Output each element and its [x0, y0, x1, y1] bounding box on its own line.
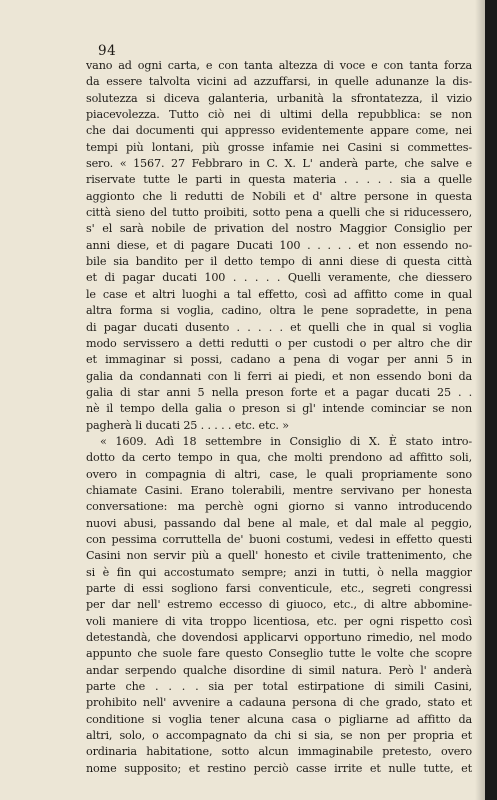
text-line: conditione si voglia tener alcuna casa o pigliarne ad affitto da [86, 712, 472, 726]
text-line: per dar nell' estremo eccesso di giuoco, etc., di altre abbomine- [86, 598, 472, 612]
text-line: nuovi abusi, passando dal bene al male, et dal male al peggio, [86, 516, 472, 530]
text-line: riservate tutte le parti in questa materia . . . . . sia a quelle [86, 173, 472, 187]
text-line: solutezza si diceva galanteria, urbanità la sfrontatezza, il vizio [86, 91, 472, 105]
text-line: pagherà li ducati 25 . . . . . etc. etc. » [86, 418, 289, 432]
text-line: sero. « 1567. 27 Febbraro in C. X. L' anderà parte, che salve e [86, 157, 472, 171]
text-line: conversatione: ma perchè ogni giorno si vanno introducendo [86, 500, 472, 514]
text-line: galia di star anni 5 nella preson forte et a pagar ducati 25 . . [86, 385, 472, 399]
text-line: galia da condannati con li ferri ai piedi, et non essendo boni da [86, 369, 472, 383]
text-line: bile sia bandito per il detto tempo di anni diese di questa città [86, 255, 472, 269]
text-line: et di pagar ducati 100 . . . . . Quelli veramente, che diessero [86, 271, 472, 285]
text-line: Casini non servir più a quell' honesto et civile trattenimento, che [86, 549, 472, 563]
text-line: et immaginar si possi, cadano a pena di vogar per anni 5 in [86, 353, 472, 367]
text-line: detestandà, che dovendosi applicarvi opportuno rimedio, nel modo [86, 631, 472, 645]
text-line: ordinaria habitatione, sotto alcun immaginabile pretesto, overo [86, 745, 472, 759]
text-line: di pagar ducati dusento . . . . . et quelli che in qual si voglia [86, 320, 472, 334]
text-line: « 1609. Adì 18 settembre in Consiglio di X. È stato intro- [100, 434, 472, 448]
text-line: s' el sarà nobile de privation del nostro Maggior Consiglio per [86, 222, 472, 236]
text-line: che dai documenti qui appresso evidentemente appare come, nei [86, 124, 472, 138]
text-line: altri, solo, o accompagnato da chi si sia, se non per propria et [86, 729, 472, 743]
text-line: con pessima corruttella de' buoni costumi, vedesi in effetto questi [86, 532, 472, 546]
text-line: andar serpendo qualche disordine di simil natura. Però l' anderà [86, 663, 472, 677]
text-line: overo in compagnia di altri, case, le quali propriamente sono [86, 467, 472, 481]
text-line: anni diese, et di pagare Ducati 100 . . . . . et non essendo no- [86, 238, 472, 252]
text-line: da essere talvolta vicini ad azzuffarsi, in quelle adunanze la dis- [86, 75, 472, 89]
text-line: città sieno del tutto proibiti, sotto pena a quelli che si riducessero, [86, 206, 472, 220]
text-line: parte di essi sogliono farsi conventicule, etc., segreti congressi [86, 582, 472, 595]
text-line: vano ad ogni carta, e con tanta altezza di voce e con tanta forza [86, 59, 472, 72]
text-line: le case et altri luoghi a tal effetto, così ad affitto come in qual [86, 287, 472, 301]
text-line: voli maniere di vita troppo licentiosa, etc. per ogni rispetto così [86, 614, 472, 628]
text-line: modo servissero a detti redutti o per custodi o per altro che dir [86, 336, 472, 350]
text-line: parte che . . . . sia per total estirpatione di simili Casini, [86, 680, 472, 694]
text-line: piacevolezza. Tutto ciò nei di ultimi della repubblica: se non [86, 108, 472, 122]
text-line: altra forma si voglia, cadino, oltra le pene sopradette, in pena [86, 304, 472, 318]
text-line: chiamate Casini. Erano tolerabili, mentre servivano per honesta [86, 483, 472, 497]
text-line: nome supposito; et restino perciò casse irrite et nulle tutte, et [86, 761, 472, 775]
text-line: nè il tempo della galia o preson si gl' intende cominciar se non [86, 402, 472, 416]
text-line: dotto da certo tempo in qua, che molti prendono ad affitto soli, [86, 451, 472, 465]
page-number: 94 [98, 43, 117, 59]
text-line: appunto che suole fare questo Conseglio tutte le volte che scopre [86, 647, 472, 661]
text-line: prohibito nell' avvenire a cadauna persona di che grado, stato et [86, 696, 472, 710]
body-text [86, 58, 472, 777]
text-line: si è fin qui accostumato sempre; anzi in tutti, ò nella maggior [86, 565, 472, 579]
text-line: aggionto che li redutti de Nobili et d' altre persone in questa [86, 189, 472, 203]
text-line: tempi più lontani, più grosse infamie nei Casini si commettes- [86, 140, 472, 154]
